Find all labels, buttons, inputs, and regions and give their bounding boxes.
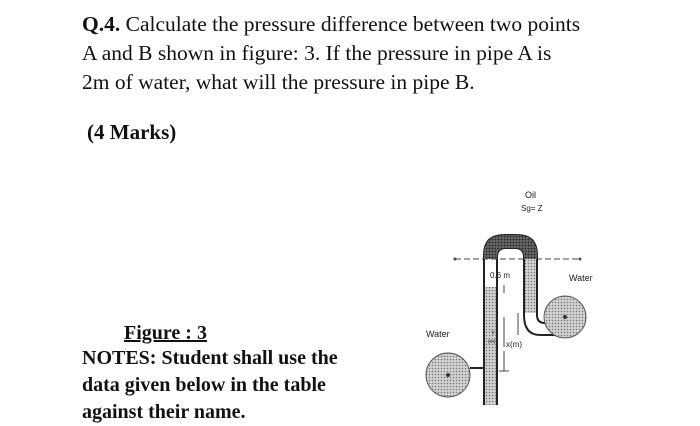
- manometer-diagram: [380, 175, 620, 411]
- pipe-b-label: B: [563, 320, 564, 321]
- notes-line-1: NOTES: Student shall use the: [82, 347, 338, 369]
- water-column-right: [525, 259, 536, 313]
- notes-block: [82, 345, 382, 426]
- pipe-a-label: A: [446, 378, 447, 379]
- figure-caption: Figure : 3: [124, 322, 207, 344]
- marks-label: (4 Marks): [87, 120, 177, 144]
- notes-line-3: against their name.: [82, 401, 246, 423]
- question-number: Q.4.: [82, 12, 121, 36]
- water-left-label: Water: [426, 329, 450, 339]
- question-line-1: Q.4. Calculate the pressure difference between two points: [82, 12, 581, 36]
- y-unit-label: (m): [488, 339, 496, 345]
- water-column-left: [485, 287, 496, 405]
- question-text: [82, 10, 682, 97]
- oil-fill: [484, 235, 537, 259]
- y-label: Y: [491, 331, 496, 337]
- oil-label: Oil: [525, 190, 536, 200]
- notes-line-2: data given below in the table: [82, 374, 326, 396]
- question-line-2: A and B shown in figure: 3. If the pressure in pipe A is: [82, 41, 552, 65]
- water-right-label: Water: [569, 273, 593, 283]
- question-line-3: 2m of water, what will the pressure in pipe B.: [82, 70, 475, 94]
- x-label: x(m): [506, 340, 522, 349]
- sg-label: Sg= Z: [521, 204, 543, 213]
- height-label: 0.6 m: [490, 271, 511, 280]
